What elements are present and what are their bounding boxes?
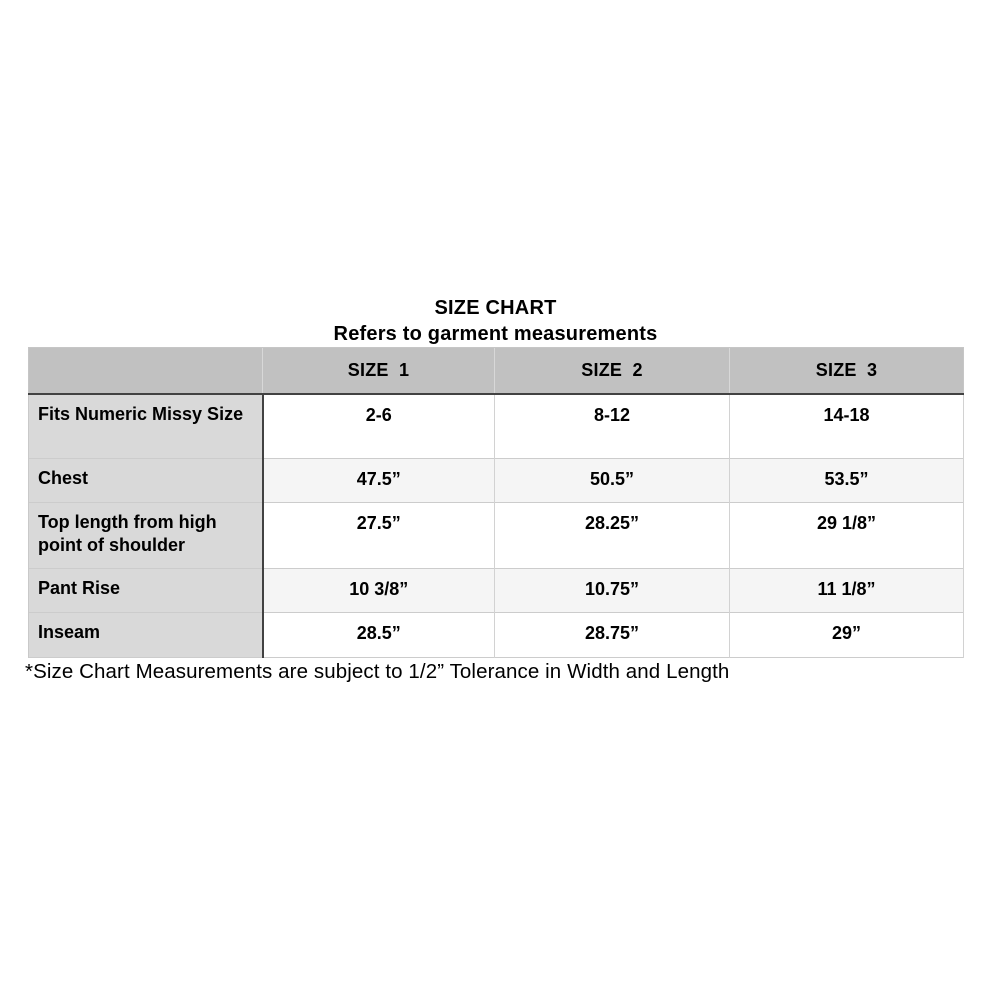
cell-top-length-from-high-point-of-shoulder-size-2: 28.25” bbox=[495, 503, 730, 569]
title-block bbox=[0, 295, 991, 347]
col-header-size-2: SIZE 2 bbox=[495, 348, 730, 394]
cell-pant-rise-size-1: 10 3/8” bbox=[263, 569, 495, 613]
cell-fits-numeric-missy-size-size-2: 8-12 bbox=[495, 394, 730, 459]
table-row bbox=[29, 503, 964, 569]
row-label-fits-numeric-missy-size: Fits Numeric Missy Size bbox=[29, 394, 263, 459]
cell-chest-size-2: 50.5” bbox=[495, 459, 730, 503]
row-label-inseam: Inseam bbox=[29, 613, 263, 658]
cell-chest-size-3: 53.5” bbox=[730, 459, 964, 503]
page-subtitle: Refers to garment measurements bbox=[333, 323, 658, 345]
cell-chest-size-1: 47.5” bbox=[263, 459, 495, 503]
cell-pant-rise-size-3: 11 1/8” bbox=[730, 569, 964, 613]
cell-top-length-from-high-point-of-shoulder-size-1: 27.5” bbox=[263, 503, 495, 569]
size-chart-table bbox=[28, 347, 964, 658]
row-label-chest: Chest bbox=[29, 459, 263, 503]
table-row bbox=[29, 569, 964, 613]
cell-inseam-size-3: 29” bbox=[730, 613, 964, 658]
table-row bbox=[29, 394, 964, 459]
table-row bbox=[29, 613, 964, 658]
cell-fits-numeric-missy-size-size-3: 14-18 bbox=[730, 394, 964, 459]
cell-inseam-size-2: 28.75” bbox=[495, 613, 730, 658]
cell-inseam-size-1: 28.5” bbox=[263, 613, 495, 658]
cell-fits-numeric-missy-size-size-1: 2-6 bbox=[263, 394, 495, 459]
row-label-top-length-from-high-point-of-shoulder: Top length from high point of shoulder bbox=[29, 503, 263, 569]
header-row bbox=[29, 348, 964, 394]
tolerance-footnote: *Size Chart Measurements are subject to 1/2” Tolerance in Width and Length bbox=[25, 660, 730, 683]
corner-cell bbox=[29, 348, 263, 394]
col-header-size-3: SIZE 3 bbox=[730, 348, 964, 394]
row-label-pant-rise: Pant Rise bbox=[29, 569, 263, 613]
col-header-size-1: SIZE 1 bbox=[263, 348, 495, 394]
cell-top-length-from-high-point-of-shoulder-size-3: 29 1/8” bbox=[730, 503, 964, 569]
cell-pant-rise-size-2: 10.75” bbox=[495, 569, 730, 613]
table-row bbox=[29, 459, 964, 503]
page-title: SIZE CHART bbox=[434, 297, 557, 319]
